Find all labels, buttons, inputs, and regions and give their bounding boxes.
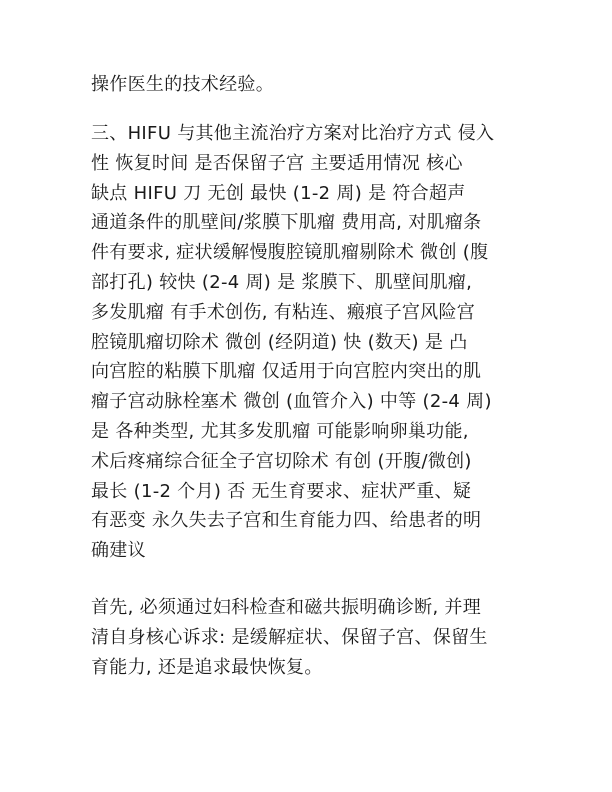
text-line: 腔镜肌瘤切除术 微创 (经阴道) 快 (数天) 是 凸	[91, 331, 468, 353]
text-line: 是 各种类型, 尤其多发肌瘤 可能影响卵巢功能,	[91, 420, 469, 442]
text-line: 向宫腔的粘膜下肌瘤 仅适用于向宫腔内突出的肌	[91, 361, 482, 383]
text-line: 三、HIFU 与其他主流治疗方案对比治疗方式 侵入	[91, 123, 495, 144]
text-line: 瘤子宫动脉栓塞术 微创 (血管介入) 中等 (2-4 周)	[91, 391, 492, 413]
text-line: 性 恢复时间 是否保留子宫 主要适用情况 核心	[91, 152, 463, 174]
text-line: 最长 (1-2 个月) 否 无生育要求、症状严重、疑	[91, 480, 472, 502]
paragraph-patient-advice	[91, 593, 529, 682]
text-line: 操作医生的技术经验。	[91, 74, 274, 95]
text-line: 缺点 HIFU 刀 无创 最快 (1-2 周) 是 符合超声	[91, 182, 466, 204]
text-line: 确建议	[91, 540, 146, 562]
paragraph-treatment-comparison	[91, 119, 529, 566]
text-line: 清自身核心诉求: 是缓解症状、保留子宫、保留生	[91, 626, 488, 648]
text-line: 育能力, 还是追求最快恢复。	[91, 656, 323, 678]
text-line: 有恶变 永久失去子宫和生育能力四、给患者的明	[91, 510, 482, 532]
text-line: 多发肌瘤 有手术创伤, 有粘连、瘢痕子宫风险宫	[91, 301, 476, 323]
text-line: 术后疼痛综合征全子宫切除术 有创 (开腹/微创)	[91, 450, 472, 472]
text-line: 通道条件的肌壁间/浆膜下肌瘤 费用高, 对肌瘤条	[91, 212, 482, 234]
text-line: 首先, 必须通过妇科检查和磁共振明确诊断, 并理	[91, 597, 482, 618]
text-line: 部打孔) 较快 (2-4 周) 是 浆膜下、肌壁间肌瘤,	[91, 271, 473, 293]
paragraph-surgeon-experience	[91, 70, 529, 100]
text-line: 件有要求, 症状缓解慢腹腔镜肌瘤剔除术 微创 (腹	[91, 242, 489, 264]
